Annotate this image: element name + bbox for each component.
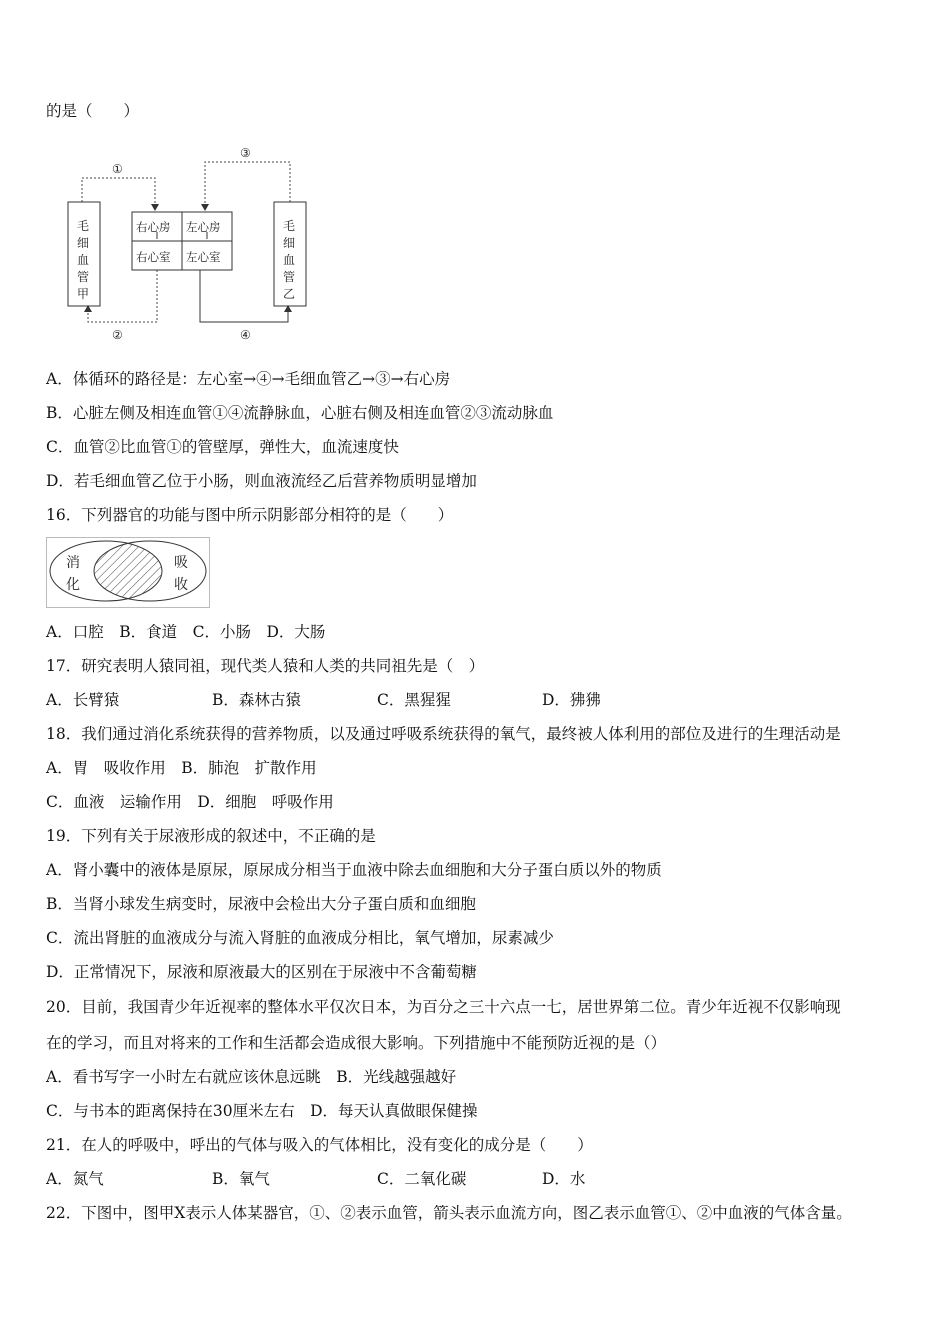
right-ventricle-label: 右心室 <box>136 250 171 264</box>
venn-right-char: 收 <box>174 577 188 593</box>
q15-option-c: C．血管②比血管①的管壁厚，弹性大，血流速度快 <box>46 438 399 456</box>
q21-option-a: A．氮气 <box>46 1170 104 1188</box>
capillary-a-char: 血 <box>77 253 90 267</box>
q21-option-d: D．水 <box>542 1170 586 1188</box>
q20-options-1: A．看书写字一小时左右就应该休息远眺 B．光线越强越好 <box>46 1068 457 1086</box>
label-1: ① <box>112 162 123 176</box>
capillary-a-char: 细 <box>77 236 90 250</box>
vessel-3 <box>205 162 290 208</box>
left-atrium-label: 左心房 <box>186 220 221 234</box>
label-3: ③ <box>240 146 251 160</box>
q18-options-1: A．胃 吸收作用 B．肺泡 扩散作用 <box>46 759 317 777</box>
q19-option-a: A．肾小囊中的液体是原尿，原尿成分相当于血液中除去血细胞和大分子蛋白质以外的物质 <box>46 861 662 879</box>
capillary-b-char: 血 <box>283 253 296 267</box>
q15-option-d: D．若毛细血管乙位于小肠，则血液流经乙后营养物质明显增加 <box>46 472 477 490</box>
q15-option-b: B．心脏左侧及相连血管①④流静脉血，心脏右侧及相连血管②③流动脉血 <box>46 404 554 422</box>
capillary-a-char: 管 <box>77 270 90 284</box>
venn-left-char: 化 <box>66 577 80 593</box>
q16-stem: 16．下列器官的功能与图中所示阴影部分相符的是（ ） <box>46 506 454 524</box>
q21-option-b: B．氧气 <box>212 1170 270 1188</box>
q21-options <box>46 1169 585 1189</box>
q21-stem: 21．在人的呼吸中，呼出的气体与吸入的气体相比，没有变化的成分是（ ） <box>46 1136 593 1154</box>
q18-stem: 18．我们通过消化系统获得的营养物质，以及通过呼吸系统获得的氧气，最终被人体利用的部位及进行的生理活动是 <box>46 725 841 743</box>
q18-options-2: C．血液 运输作用 D．细胞 呼吸作用 <box>46 793 334 811</box>
venn-left-char: 消 <box>66 555 80 571</box>
q19-option-d: D．正常情况下，尿液和原液最大的区别在于尿液中不含葡萄糖 <box>46 963 477 981</box>
q17-option-c: C．黑猩猩 <box>377 691 451 709</box>
vessel-2 <box>88 270 157 322</box>
left-ventricle-label: 左心室 <box>186 250 221 264</box>
q20-stem-2: 在的学习，而且对将来的工作和生活都会造成很大影响。下列措施中不能预防近视的是（） <box>46 1034 667 1052</box>
capillary-b-char: 乙 <box>283 287 296 301</box>
q19-stem: 19．下列有关于尿液形成的叙述中，不正确的是 <box>46 827 376 845</box>
q17-option-a: A．长臂猿 <box>46 691 120 709</box>
q19-option-c: C．流出肾脏的血液成分与流入肾脏的血液成分相比，氧气增加，尿素减少 <box>46 929 554 947</box>
label-4: ④ <box>240 328 251 342</box>
label-2: ② <box>112 328 123 342</box>
q20-stem-1: 20．目前，我国青少年近视率的整体水平仅次日本，为百分之三十六点一七，居世界第二位。青少年近视不仅影响现 <box>46 998 841 1016</box>
q17-option-d: D．狒狒 <box>542 691 601 709</box>
q15-option-a: A．体循环的路径是：左心室→④→毛细血管乙→③→右心房 <box>46 370 451 388</box>
vessel-4 <box>200 270 288 322</box>
q19-option-b: B．当肾小球发生病变时，尿液中会检出大分子蛋白质和血细胞 <box>46 895 476 913</box>
q20-options-2: C．与书本的距离保持在30厘米左右 D．每天认真做眼保健操 <box>46 1102 478 1120</box>
capillary-b-char: 细 <box>283 236 296 250</box>
q22-stem: 22．下图中，图甲X表示人体某器官，①、②表示血管，箭头表示血流方向，图乙表示血管①、②中血液的气体含量。 <box>46 1204 852 1222</box>
q16-options: A．口腔 B．食道 C．小肠 D．大肠 <box>46 623 326 641</box>
capillary-a-char: 甲 <box>77 287 90 301</box>
venn-right-char: 吸 <box>174 555 188 571</box>
vessel-1 <box>82 178 155 208</box>
capillary-b-char: 毛 <box>283 219 296 233</box>
capillary-a-char: 毛 <box>77 219 90 233</box>
capillary-b-char: 管 <box>283 270 296 284</box>
venn-diagram <box>46 537 212 609</box>
circulation-diagram <box>60 140 320 350</box>
q21-option-c: C．二氧化碳 <box>377 1170 467 1188</box>
q17-option-b: B．森林古猿 <box>212 691 301 709</box>
right-atrium-label: 右心房 <box>136 220 171 234</box>
q17-options <box>46 690 601 710</box>
q17-stem: 17．研究表明人猿同祖，现代类人猿和人类的共同祖先是（ ） <box>46 657 485 675</box>
intro-text: 的是（ ） <box>46 102 140 120</box>
